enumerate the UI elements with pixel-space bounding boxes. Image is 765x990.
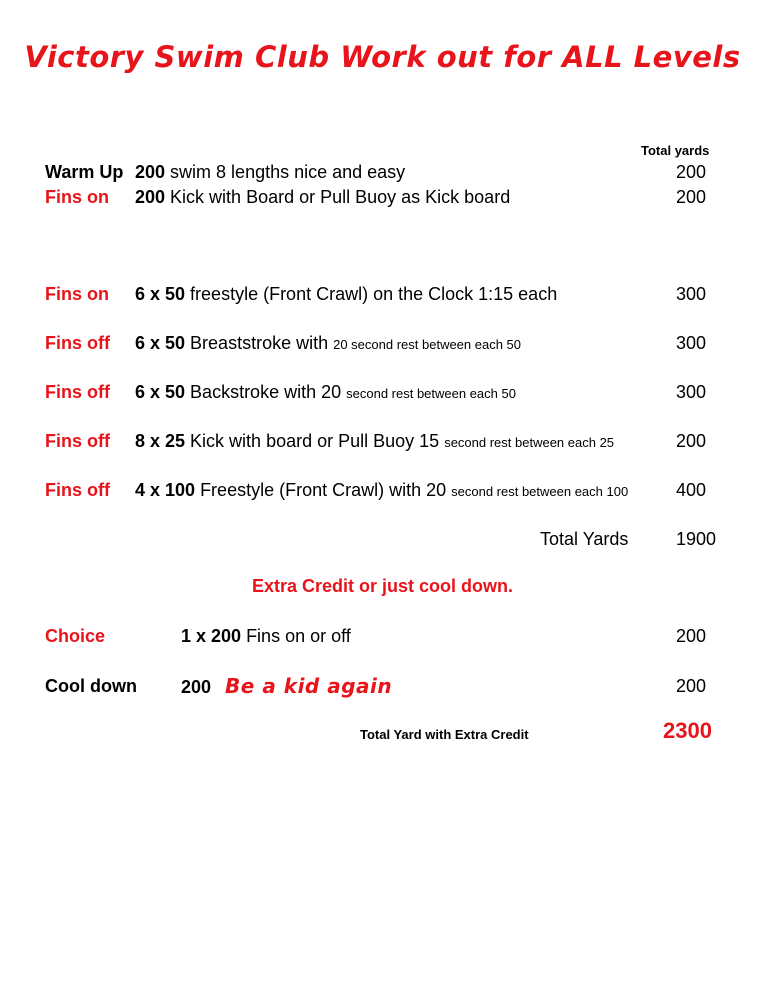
row-yards: 300	[676, 284, 707, 304]
cooldown-description: 200 Be a kid again	[181, 674, 393, 698]
row-label-fins-on: Fins on	[45, 187, 109, 207]
total-yards-value: 1900	[676, 529, 717, 549]
row-yards: 200	[676, 162, 707, 182]
row-label-fins-on: Fins on	[45, 284, 109, 304]
row-yards: 300	[676, 382, 707, 402]
row-description: 6 x 50 Backstroke with 20 second rest between each 50	[135, 382, 516, 402]
row-label-fins-off: Fins off	[45, 480, 110, 500]
cooldown-yards: 200	[676, 676, 707, 696]
row-description: 200 swim 8 lengths nice and easy	[135, 162, 406, 182]
choice-description: 1 x 200 Fins on or off	[181, 626, 351, 646]
cooldown-note: Be a kid again	[225, 674, 393, 698]
row-label-fins-off: Fins off	[45, 382, 110, 402]
grand-total-label: Total Yard with Extra Credit	[360, 727, 529, 742]
row-label-fins-off: Fins off	[45, 431, 110, 451]
cooldown-label: Cool down	[45, 676, 137, 696]
row-description: 6 x 50 Breaststroke with 20 second rest between each 50	[135, 333, 522, 353]
total-yards-label: Total Yards	[540, 529, 629, 549]
row-yards: 200	[676, 431, 707, 451]
row-yards: 400	[676, 480, 707, 500]
row-label-fins-off: Fins off	[45, 333, 110, 353]
total-yards-header: Total yards	[641, 143, 710, 158]
page-title: Victory Swim Club Work out for ALL Levels	[24, 40, 741, 74]
extra-credit-heading: Extra Credit or just cool down.	[251, 576, 514, 596]
choice-yards: 200	[676, 626, 707, 646]
choice-label: Choice	[45, 626, 106, 646]
row-yards: 200	[676, 187, 707, 207]
row-description: 6 x 50 freestyle (Front Crawl) on the Clock 1:15 each	[135, 284, 558, 304]
row-yards: 300	[676, 333, 707, 353]
row-description: 200 Kick with Board or Pull Buoy as Kick board	[135, 187, 511, 207]
row-description: 4 x 100 Freestyle (Front Crawl) with 20 second rest between each 100	[135, 480, 629, 500]
row-description: 8 x 25 Kick with board or Pull Buoy 15 second rest between each 25	[135, 431, 615, 451]
grand-total-value: 2300	[663, 718, 712, 743]
row-label-warm-up: Warm Up	[45, 162, 124, 182]
